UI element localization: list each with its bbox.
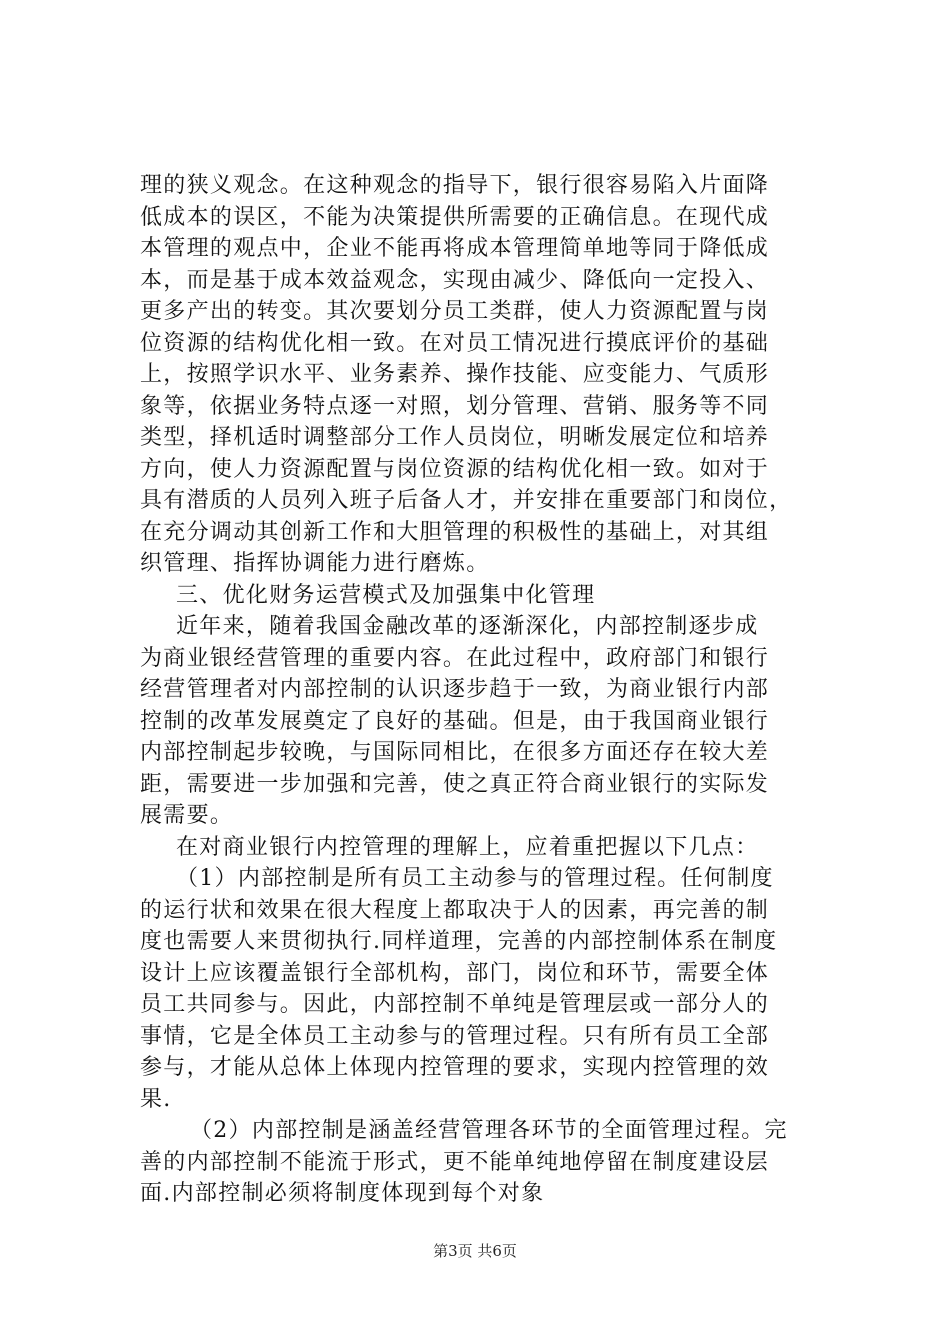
text-line: 本，而是基于成本效益观念，实现由减少、降低向一定投入、 — [140, 267, 770, 293]
text-line: 近年来，随着我国金融改革的逐渐深化，内部控制逐步成 — [176, 614, 759, 639]
text-line: 本管理的观点中，企业不能再将成本管理简单地等同于降低成 — [140, 236, 770, 261]
text-line: 上，按照学识水平、业务素养、操作技能、应变能力、气质形 — [140, 362, 770, 387]
text-line: 为商业银经营管理的重要内容。在此过程中，政府部门和银行 — [140, 645, 770, 671]
text-line: 理的狭义观念。在这种观念的指导下，银行很容易陷入片面降 — [140, 173, 770, 198]
text-line: 位资源的结构优化相一致。在对员工情况进行摸底评价的基础 — [140, 330, 770, 356]
text-line: 在充分调动其创新工作和大胆管理的积极性的基础上，对其组 — [140, 519, 770, 545]
text-line: 具有潜质的人员列入班子后备人才，并安排在重要部门和岗位， — [140, 488, 793, 513]
text-line: 面.内部控制必须将制度体现到每个对象 — [140, 1181, 545, 1206]
page-footer: 第3页 共6页 — [433, 1242, 517, 1260]
text-line: 内部控制起步较晚，与国际同相比，在很多方面还存在较大差 — [140, 740, 770, 765]
text-line: 设计上应该覆盖银行全部机构，部门，岗位和环节，需要全体 — [140, 960, 770, 986]
text-line: 更多产出的转变。其次要划分员工类群，使人力资源配置与岗 — [140, 299, 770, 324]
text-line: 经营管理者对内部控制的认识逐步趋于一致，为商业银行内部 — [140, 677, 770, 702]
text-line: 距，需要进一步加强和完善，使之真正符合商业银行的实际发 — [140, 771, 770, 797]
text-line: 度也需要人来贯彻执行.同样道理，完善的内部控制体系在制度 — [140, 929, 778, 954]
text-line: 类型，择机适时调整部分工作人员岗位，明晰发展定位和培养 — [140, 425, 770, 450]
text-line: 展需要。 — [140, 803, 234, 828]
text-line: 控制的改革发展奠定了良好的基础。但是，由于我国商业银行 — [140, 708, 770, 734]
text-line: 善的内部控制不能流于形式，更不能单纯地停留在制度建设层 — [140, 1149, 770, 1175]
text-line: 员工共同参与。因此，内部控制不单纯是管理层或一部分人的 — [140, 992, 770, 1017]
text-line: 的运行状和效果在很大程度上都取决于人的因素，再完善的制 — [140, 897, 770, 923]
text-line: 三、优化财务运营模式及加强集中化管理 — [176, 582, 596, 608]
text-line: 织管理、指挥协调能力进行磨炼。 — [140, 551, 490, 576]
text-line: 低成本的误区，不能为决策提供所需要的正确信息。在现代成 — [140, 204, 770, 230]
text-line: 果. — [140, 1086, 172, 1112]
text-line: 象等，依据业务特点逐一对照，划分管理、营销、服务等不同 — [140, 393, 770, 419]
text-line: 参与，才能从总体上体现内控管理的要求，实现内控管理的效 — [140, 1055, 770, 1080]
text-line: （1）内部控制是所有员工主动参与的管理过程。任何制度 — [176, 866, 774, 891]
text-line: 事情，它是全体员工主动参与的管理过程。只有所有员工全部 — [140, 1023, 770, 1049]
body-text — [140, 170, 840, 1210]
text-line: 方向，使人力资源配置与岗位资源的结构优化相一致。如对于 — [140, 456, 770, 482]
text-line: （2）内部控制是涵盖经营管理各环节的全面管理过程。完 — [190, 1118, 788, 1143]
text-line: 在对商业银行内控管理的理解上，应着重把握以下几点： — [176, 834, 759, 860]
